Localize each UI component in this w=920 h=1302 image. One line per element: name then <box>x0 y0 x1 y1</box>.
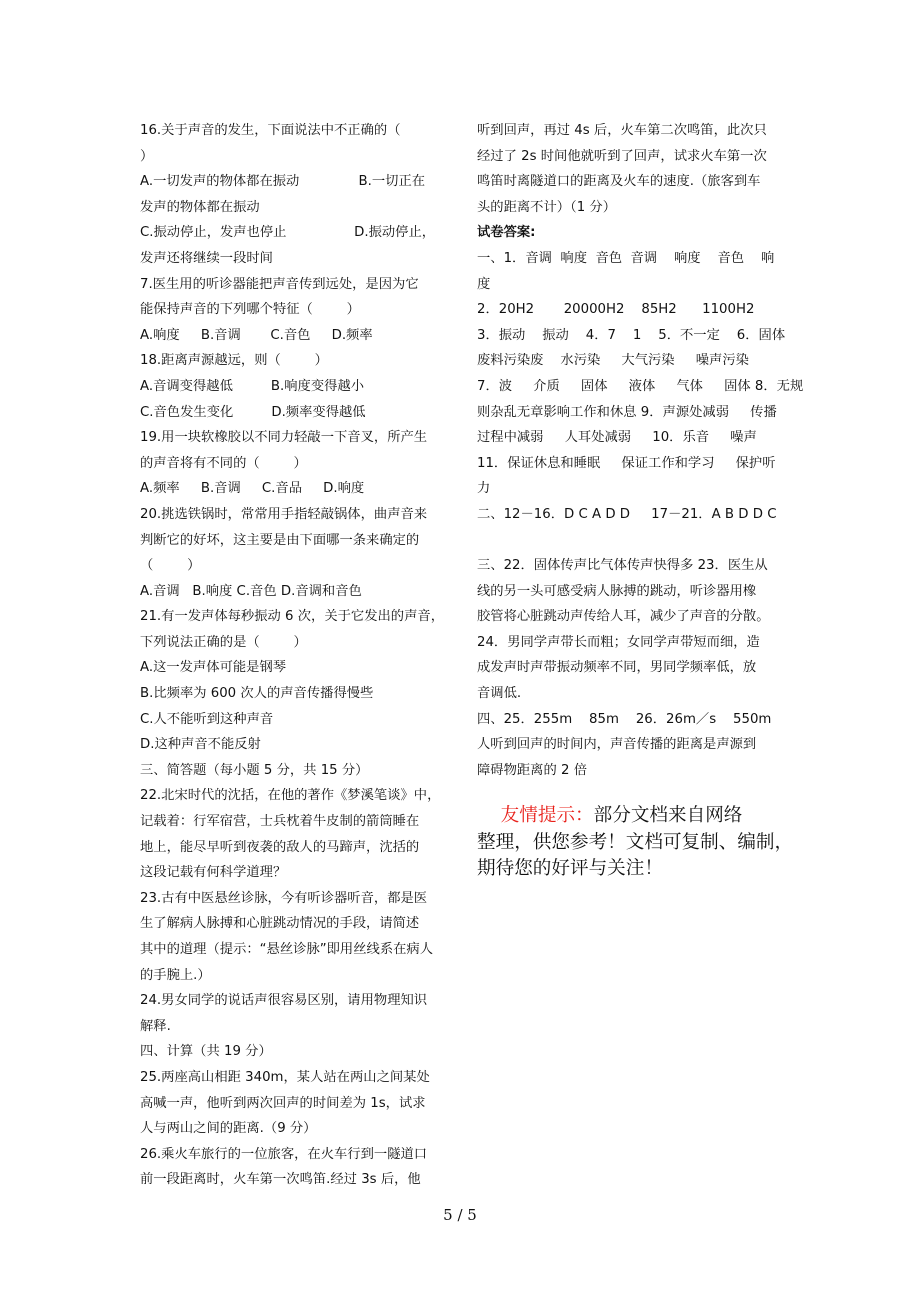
answer-line: 2．20H2 20000H2 85H2 1100H2 <box>477 302 755 318</box>
answer-line: 二、12－16．D C A D D 17－21．A B D D C <box>477 506 777 522</box>
question-line: B.比频率为 600 次人的声音传播得慢些 <box>140 686 374 702</box>
answer-line: 11．保证休息和睡眠 保证工作和学习 保护听 <box>477 455 776 471</box>
question-line: A.响度 B.音调 C.音色 D.频率 <box>140 327 373 343</box>
answer-line: 过程中减弱 人耳处减弱 10．乐音 噪声 <box>477 430 757 446</box>
question-line: 16.关于声音的发生，下面说法中不正确的（ <box>140 123 401 138</box>
question-line: 25.两座高山相距 340m，某人站在两山之间某处 <box>140 1069 430 1085</box>
answer-line: 四、25．255m 85m 26．26m／s 550m <box>477 711 772 727</box>
answer-line: 成发声时声带振动频率不同，男同学频率低，放 <box>477 660 757 676</box>
question-line: 发声的物体都在振动 <box>140 199 260 215</box>
question-line: 鸣笛时离隧道口的距离及火车的速度.（旅客到车 <box>477 174 761 190</box>
friendly-tip <box>477 803 794 883</box>
question-line: （ ） <box>140 558 201 574</box>
answer-line: 度 <box>477 276 491 292</box>
question-line: 24.男女同学的说话声很容易区别，请用物理知识 <box>140 993 428 1009</box>
answer-line: 障碍物距离的 2 倍 <box>477 762 587 778</box>
question-line: A.一切发声的物体都在振动 B.一切正在 <box>140 174 426 190</box>
question-line: 头的距离不计）（1 分） <box>477 199 617 215</box>
question-line: A.音调 B.响度 C.音色 D.音调和音色 <box>140 583 362 599</box>
question-line: 23.古有中医悬丝诊脉，今有听诊器听音，都是医 <box>140 890 428 906</box>
question-line: 能保持声音的下列哪个特征（ ） <box>140 302 360 318</box>
answer-line: 3．振动 振动 4．7 1 5．不一定 6．固体 <box>477 327 786 343</box>
question-line: 19.用一块软橡胶以不同力轻敲一下音叉，所产生 <box>140 430 428 446</box>
left-column <box>140 118 445 1193</box>
question-line: 地上，能尽早听到夜袭的敌人的马蹄声，沈括的 <box>140 839 420 855</box>
question-line: 判断它的好坏，这主要是由下面哪一条来确定的 <box>140 532 420 548</box>
question-line: A.音调变得越低 B.响度变得越小 <box>140 378 365 394</box>
tip-text: 部分文档来自网络 <box>593 805 743 827</box>
answer-line: 力 <box>477 481 491 497</box>
question-line: 20.挑选铁锅时，常常用手指轻敲锅体，曲声音来 <box>140 506 428 522</box>
question-line: A.频率 B.音调 C.音品 D.响度 <box>140 481 365 497</box>
question-line: 发声还将继续一段时间 <box>140 250 273 266</box>
question-line: 其中的道理（提示：“悬丝诊脉”即用丝线系在病人 <box>140 942 434 957</box>
answer-line: 线的另一头可感受病人脉搏的跳动，听诊器用橡 <box>477 583 757 599</box>
answer-heading: 试卷答案: <box>477 225 536 241</box>
question-line: ） <box>140 148 154 164</box>
question-line: A.这一发声体可能是钢琴 <box>140 660 287 676</box>
answer-line: 废料污染废 水污染 大气污染 噪声污染 <box>477 353 749 369</box>
answer-line: 7．波 介质 固体 液体 气体 固体 8．无规 <box>477 378 804 394</box>
tip-label: 友情提示： <box>500 805 594 827</box>
question-line: 经过了 2s 时间他就听到了回声，试求火车第一次 <box>477 148 767 164</box>
question-line: 22.北宋时代的沈括，在他的著作《梦溪笔谈》中， <box>140 788 441 804</box>
question-line: 听到回声，再过 4s 后，火车第二次鸣笛，此次只 <box>477 123 767 138</box>
tip-line-2: 整理，供您参考！文档可复制、编制， <box>477 831 794 853</box>
right-column <box>477 118 804 883</box>
question-line: 解释. <box>140 1018 171 1034</box>
question-line: 21.有一发声体每秒振动 6 次，关于它发出的声音， <box>140 609 444 625</box>
answer-line: 三、22．固体传声比气体传声快得多 23．医生从 <box>477 558 768 574</box>
section-heading: 三、简答题（每小题 5 分，共 15 分） <box>140 762 369 778</box>
question-line: 人与两山之间的距离.（9 分） <box>140 1121 317 1137</box>
question-line: 的手腕上.） <box>140 967 211 983</box>
question-line: 的声音将有不同的（ ） <box>140 455 307 471</box>
answer-line: 则杂乱无章影响工作和休息 9．声源处减弱 传播 <box>477 404 777 420</box>
answer-line: 一、1．音调 响度 音色 音调 响度 音色 响 <box>477 250 775 266</box>
question-line: C.音色发生变化 D.频率变得越低 <box>140 404 366 420</box>
answer-line: 胶管将心脏跳动声传给人耳，减少了声音的分散。 <box>477 609 770 625</box>
question-line: 记载着：行军宿营，士兵枕着牛皮制的箭筒睡在 <box>140 814 420 830</box>
question-line: 26.乘火车旅行的一位旅客，在火车行到一隧道口 <box>140 1146 428 1162</box>
answer-line: 人听到回声的时间内，声音传播的距离是声源到 <box>477 737 757 753</box>
question-line: 下列说法正确的是（ ） <box>140 634 307 650</box>
blank-line <box>477 528 782 554</box>
answer-line: 24．男同学声带长而粗；女同学声带短而细，造 <box>477 634 760 650</box>
question-line: C.振动停止，发声也停止 D.振动停止， <box>140 225 436 241</box>
question-line: C.人不能听到这种声音 <box>140 711 274 727</box>
tip-line-1 <box>477 803 782 830</box>
question-line: 生了解病人脉搏和心脏跳动情况的手段，请简述 <box>140 916 420 932</box>
question-line: 这段记载有何科学道理？ <box>140 865 287 881</box>
answer-line: 音调低. <box>477 686 522 702</box>
question-line: D.这种声音不能反射 <box>140 737 261 753</box>
question-line: 7.医生用的听诊器能把声音传到远处，是因为它 <box>140 276 419 292</box>
question-line: 18.距离声源越远，则（ ） <box>140 353 328 369</box>
section-heading: 四、计算（共 19 分） <box>140 1044 272 1060</box>
question-line: 高喊一声，他听到两次回声的时间差为 1s，试求 <box>140 1095 426 1111</box>
question-line: 前一段距离时，火车第一次鸣笛.经过 3s 后，他 <box>140 1172 421 1188</box>
page-number: 5 / 5 <box>443 1206 477 1224</box>
tip-line-3: 期待您的好评与关注！ <box>477 858 663 880</box>
